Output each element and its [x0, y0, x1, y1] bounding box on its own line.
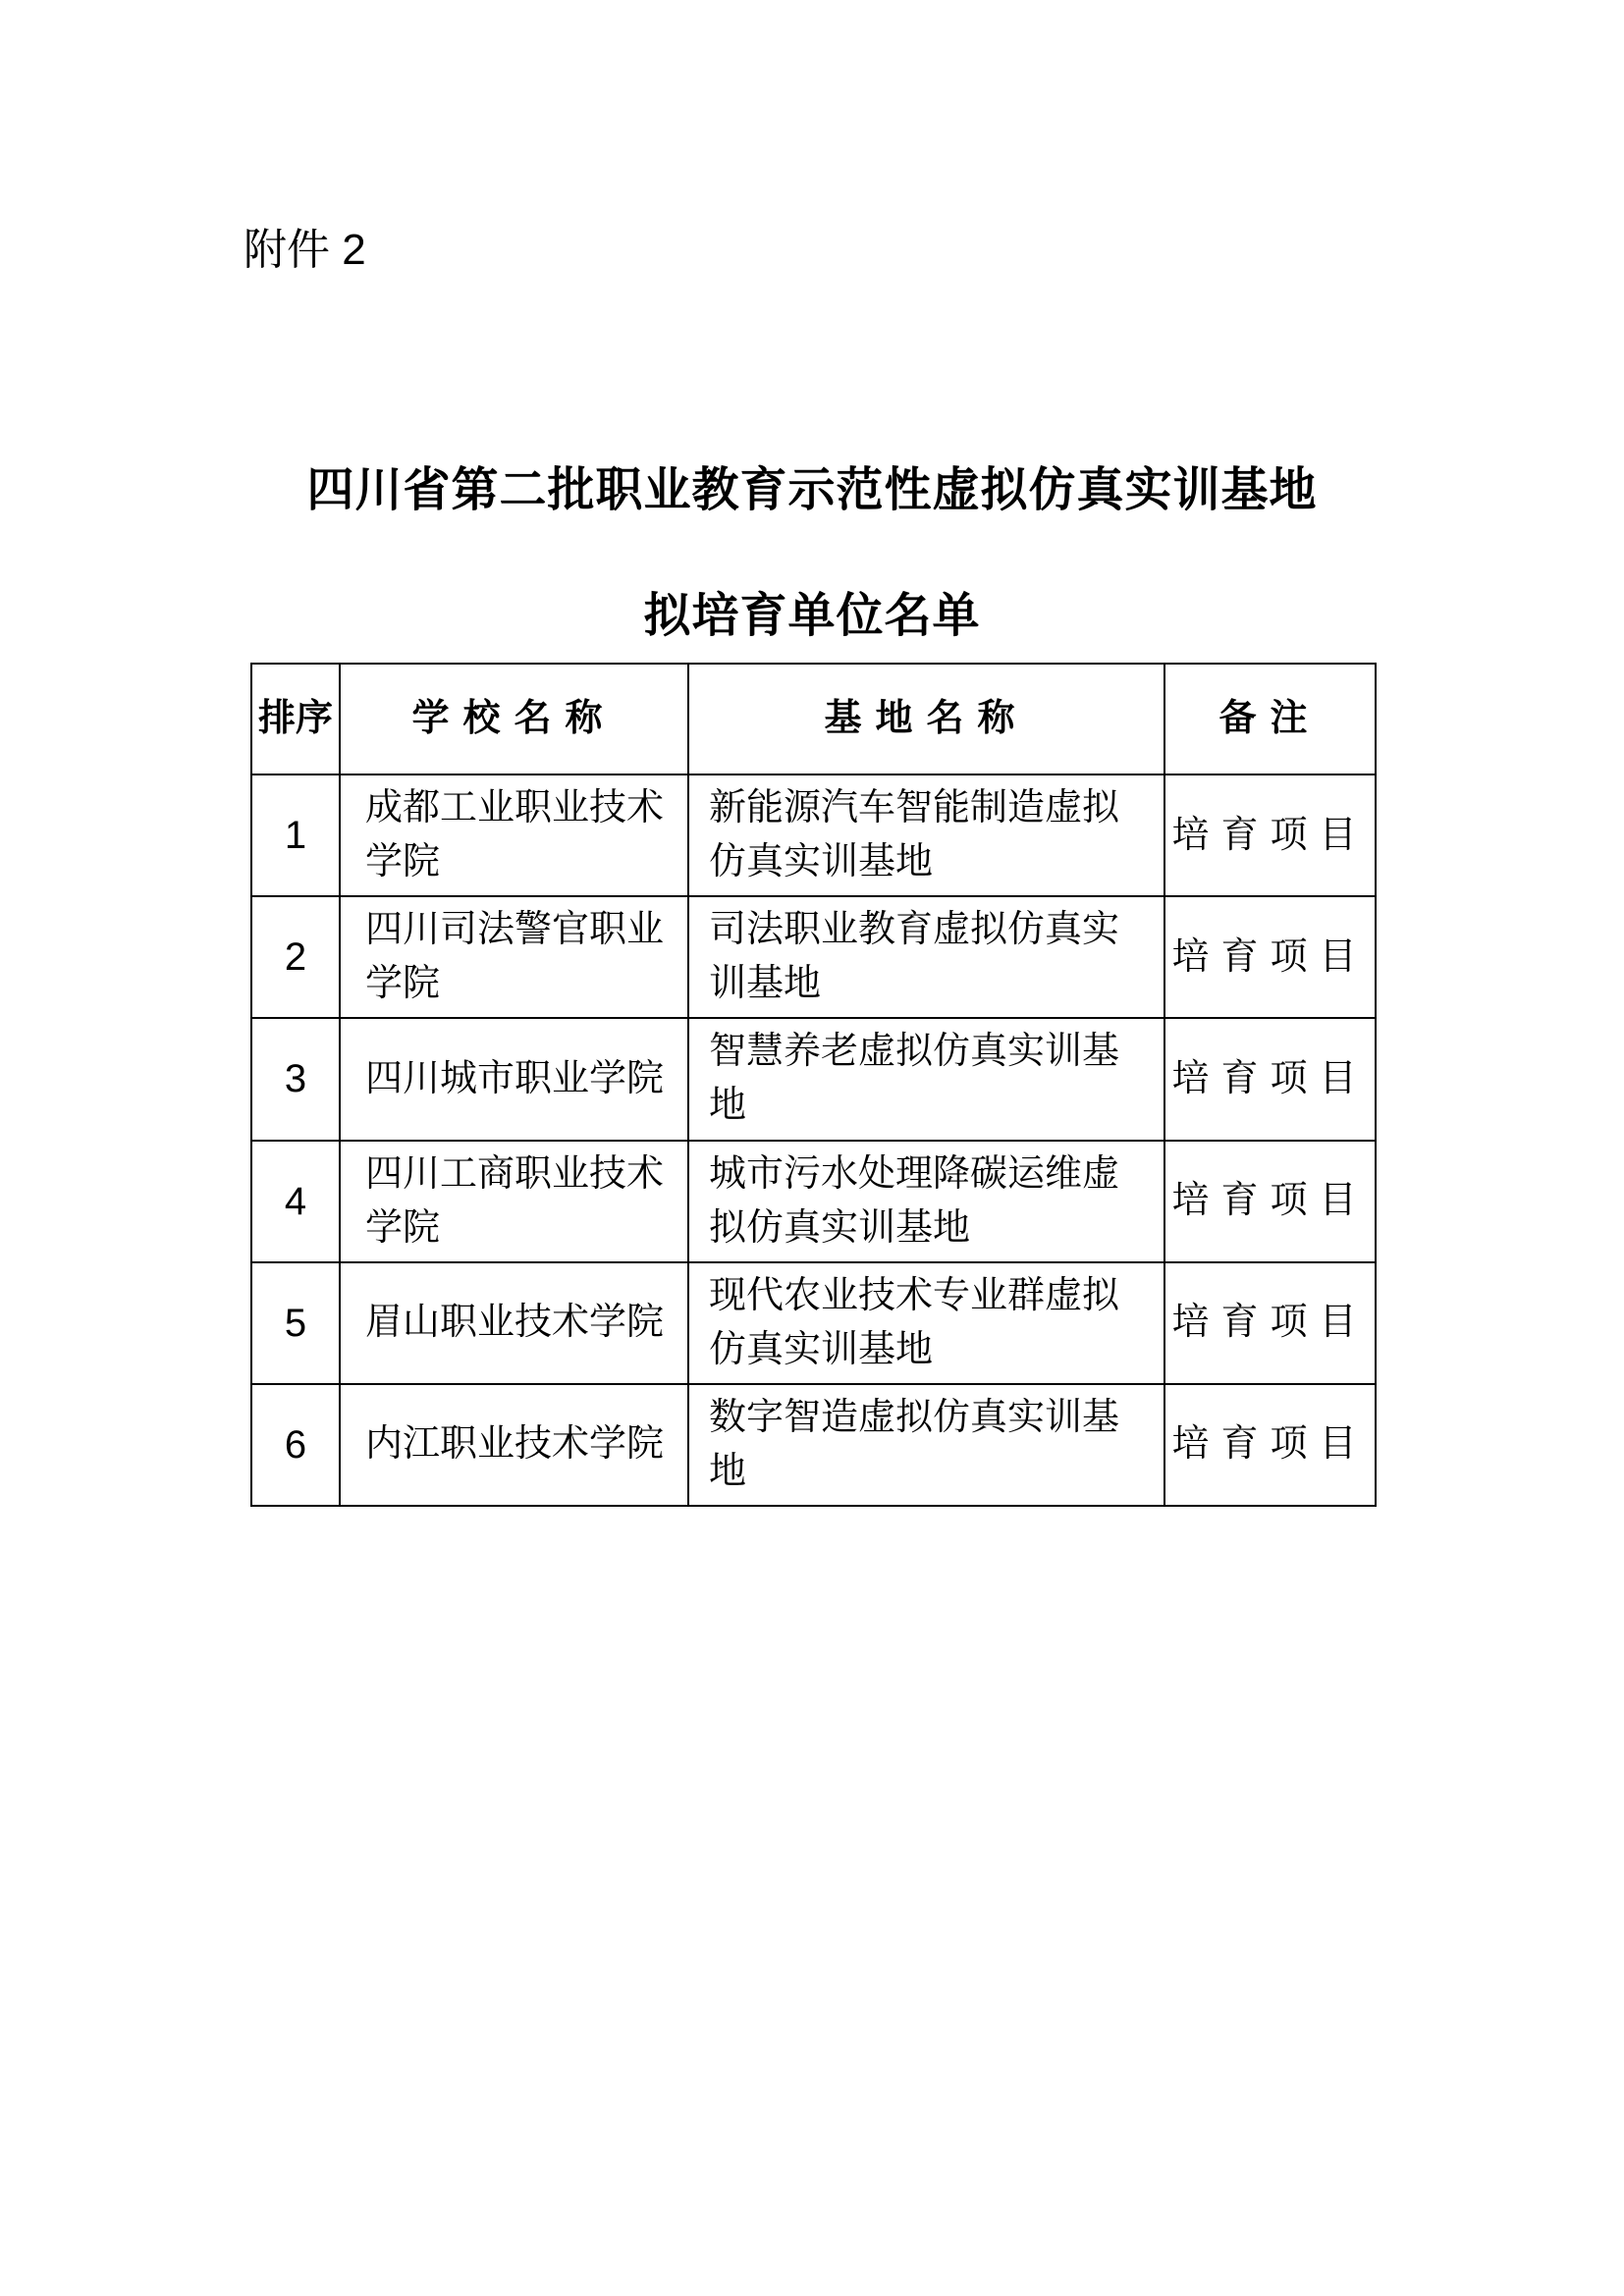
table-row — [251, 1384, 1376, 1506]
base-cell: 智慧养老虚拟仿真实训基地 — [688, 1018, 1164, 1140]
table-row — [251, 774, 1376, 896]
school-cell: 眉山职业技术学院 — [340, 1262, 688, 1384]
note-cell: 培育项目 — [1164, 896, 1376, 1018]
table-row — [251, 1141, 1376, 1262]
table-row — [251, 1018, 1376, 1140]
note-cell: 培育项目 — [1164, 1262, 1376, 1384]
order-cell: 6 — [251, 1384, 340, 1506]
doc-title-line1: 四川省第二批职业教育示范性虚拟仿真实训基地 — [306, 464, 1318, 516]
school-cell: 成都工业职业技术学院 — [340, 774, 688, 896]
school-cell: 四川工商职业技术学院 — [340, 1141, 688, 1262]
column-header-note: 备注 — [1164, 664, 1376, 774]
school-cell: 内江职业技术学院 — [340, 1384, 688, 1506]
doc-title-line2: 拟培育单位名单 — [643, 590, 981, 642]
note-cell: 培育项目 — [1164, 774, 1376, 896]
order-cell: 2 — [251, 896, 340, 1018]
base-cell: 数字智造虚拟仿真实训基地 — [688, 1384, 1164, 1506]
column-header-school: 学校名称 — [340, 664, 688, 774]
base-cell: 城市污水处理降碳运维虚拟仿真实训基地 — [688, 1141, 1164, 1262]
table-row — [251, 1262, 1376, 1384]
column-header-order: 排序 — [251, 664, 340, 774]
school-cell: 四川司法警官职业学院 — [340, 896, 688, 1018]
school-cell: 四川城市职业学院 — [340, 1018, 688, 1140]
units-table — [250, 663, 1377, 1507]
table-row — [251, 896, 1376, 1018]
note-cell: 培育项目 — [1164, 1384, 1376, 1506]
column-header-base: 基地名称 — [688, 664, 1164, 774]
order-cell: 5 — [251, 1262, 340, 1384]
order-cell: 4 — [251, 1141, 340, 1262]
note-cell: 培育项目 — [1164, 1018, 1376, 1140]
base-cell: 司法职业教育虚拟仿真实训基地 — [688, 896, 1164, 1018]
table-header-row — [251, 664, 1376, 774]
order-cell: 1 — [251, 774, 340, 896]
note-cell: 培育项目 — [1164, 1141, 1376, 1262]
order-cell: 3 — [251, 1018, 340, 1140]
base-cell: 现代农业技术专业群虚拟仿真实训基地 — [688, 1262, 1164, 1384]
attachment-label: 附件 2 — [244, 226, 366, 274]
base-cell: 新能源汽车智能制造虚拟仿真实训基地 — [688, 774, 1164, 896]
